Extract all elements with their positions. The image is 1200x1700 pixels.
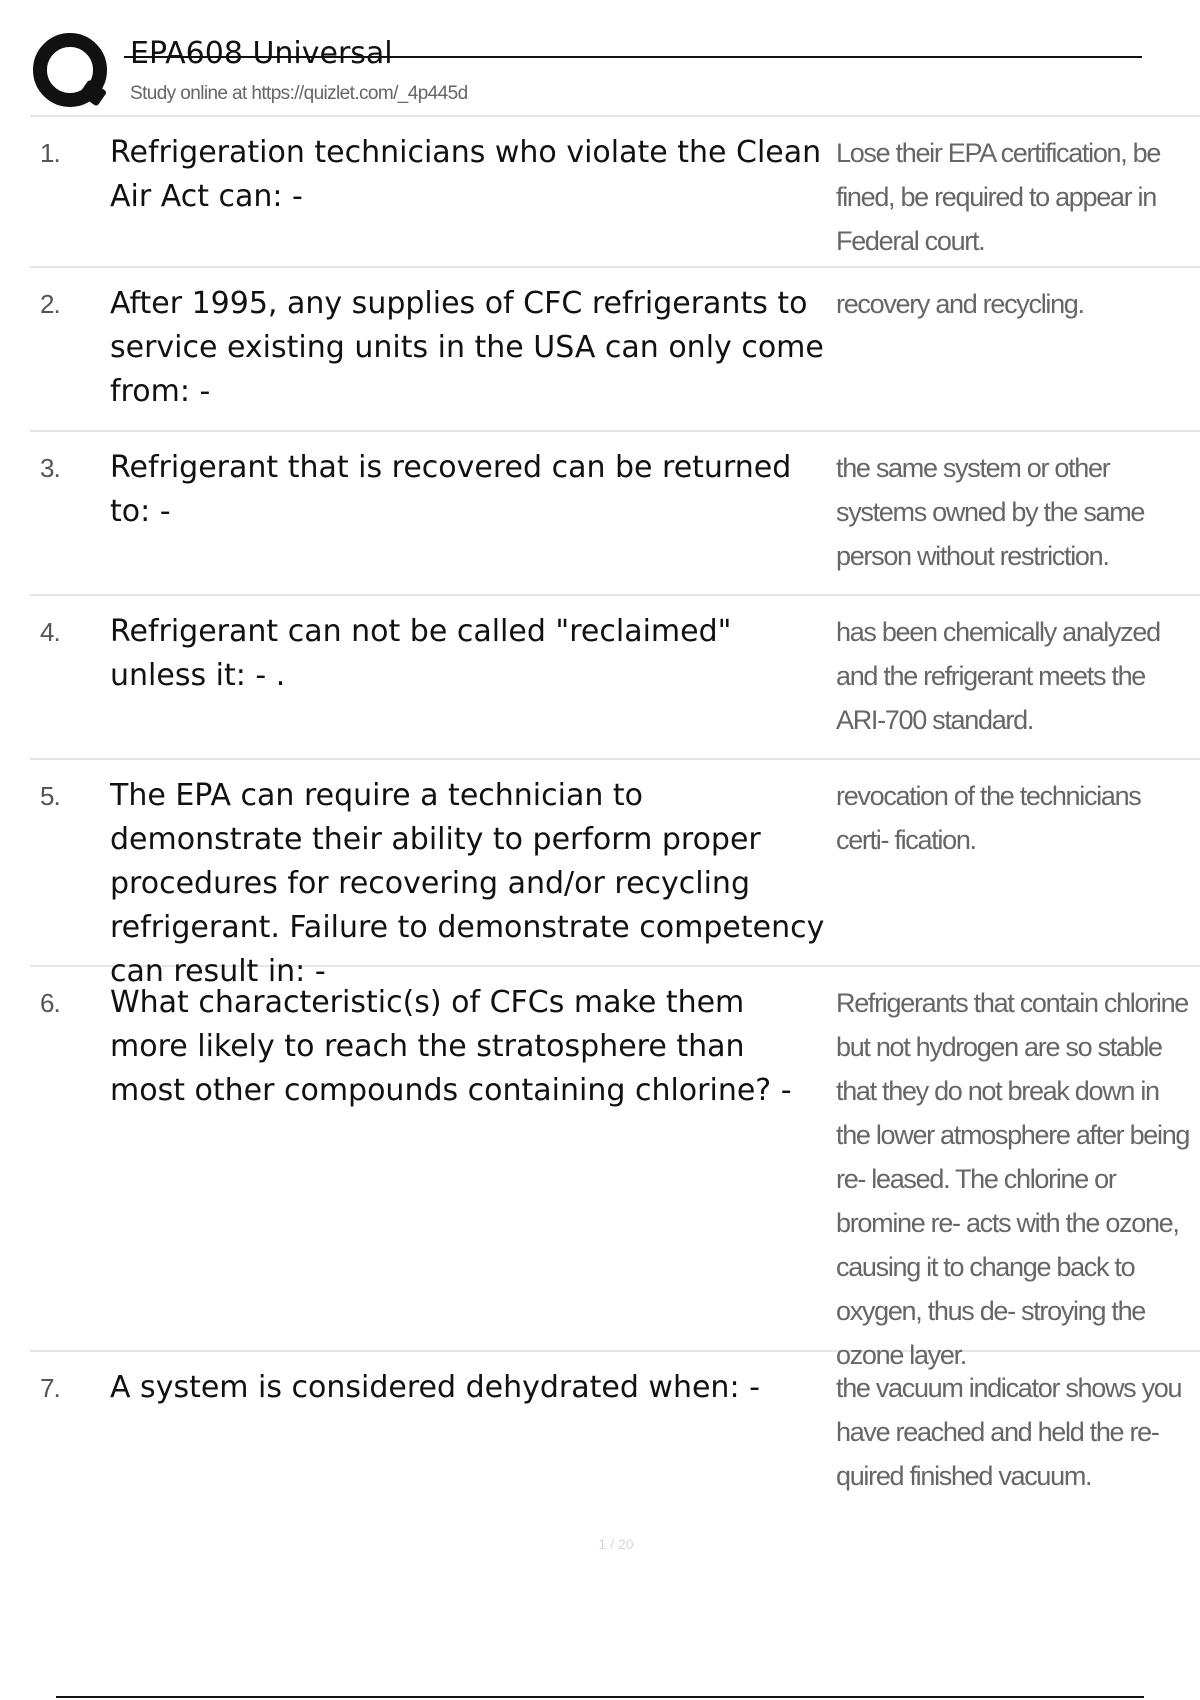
card-definition: revocation of the technicians certi- fication. — [836, 781, 1141, 855]
card-definition: Refrigerants that contain chlorine but not hydrogen are so stable that they do not break down in the lower atmosphere after being re- leased. The chlorine or bromine re- acts with the ozone, causing it to change back to oxygen, thus de- stroying the ozone layer. — [836, 988, 1190, 1370]
flashcard-row — [30, 596, 1200, 760]
flashcard-row — [30, 432, 1200, 596]
footer-rule — [56, 1696, 1144, 1698]
card-term: A system is considered dehydrated when: - — [110, 1370, 760, 1405]
card-number: 1. — [40, 138, 60, 168]
card-number: 2. — [40, 289, 60, 319]
document-header — [0, 0, 1200, 116]
card-term: Refrigeration technicians who violate the Clean Air Act can: - — [110, 135, 822, 214]
study-online-link[interactable]: Study online at https://quizlet.com/_4p445d — [130, 83, 468, 104]
flashcard-row — [30, 268, 1200, 432]
page-number: 1 / 20 — [598, 1536, 634, 1552]
card-number: 4. — [40, 617, 60, 647]
card-definition: the vacuum indicator shows you have reached and held the re- quired finished vacuum. — [836, 1373, 1182, 1491]
card-term: After 1995, any supplies of CFC refrigerants to service existing units in the USA can only come from: - — [110, 286, 824, 409]
card-term: The EPA can require a technician to demonstrate their ability to perform proper procedures for recovering and/or recycling refrigerant. Failure to demonstrate competency can result in: - — [110, 778, 825, 989]
card-definition: has been chemically analyzed and the refrigerant meets the ARI-700 standard. — [836, 617, 1160, 735]
flashcard-row — [30, 117, 1200, 268]
card-number: 6. — [40, 988, 60, 1018]
card-term: What characteristic(s) of CFCs make them more likely to reach the stratosphere than most other compounds containing chlorine? - — [110, 985, 792, 1108]
card-term: Refrigerant that is recovered can be returned to: - — [110, 450, 792, 529]
document-title: EPA608 Universal — [130, 36, 393, 71]
card-number: 3. — [40, 453, 60, 483]
card-term: Refrigerant can not be called "reclaimed" unless it: - . — [110, 614, 732, 693]
flashcard-list — [30, 117, 1200, 1512]
card-number: 7. — [40, 1373, 60, 1403]
card-number: 5. — [40, 781, 60, 811]
flashcard-row — [30, 967, 1200, 1370]
card-definition: Lose their EPA certification, be fined, be required to appear in Federal court. — [836, 138, 1161, 256]
card-definition: recovery and recycling. — [836, 289, 1084, 319]
flashcard-row — [30, 760, 1200, 989]
card-definition: the same system or other systems owned by the same person without restriction. — [836, 453, 1145, 571]
flashcard-row — [30, 1352, 1200, 1512]
quizlet-q-logo-icon — [32, 32, 112, 112]
